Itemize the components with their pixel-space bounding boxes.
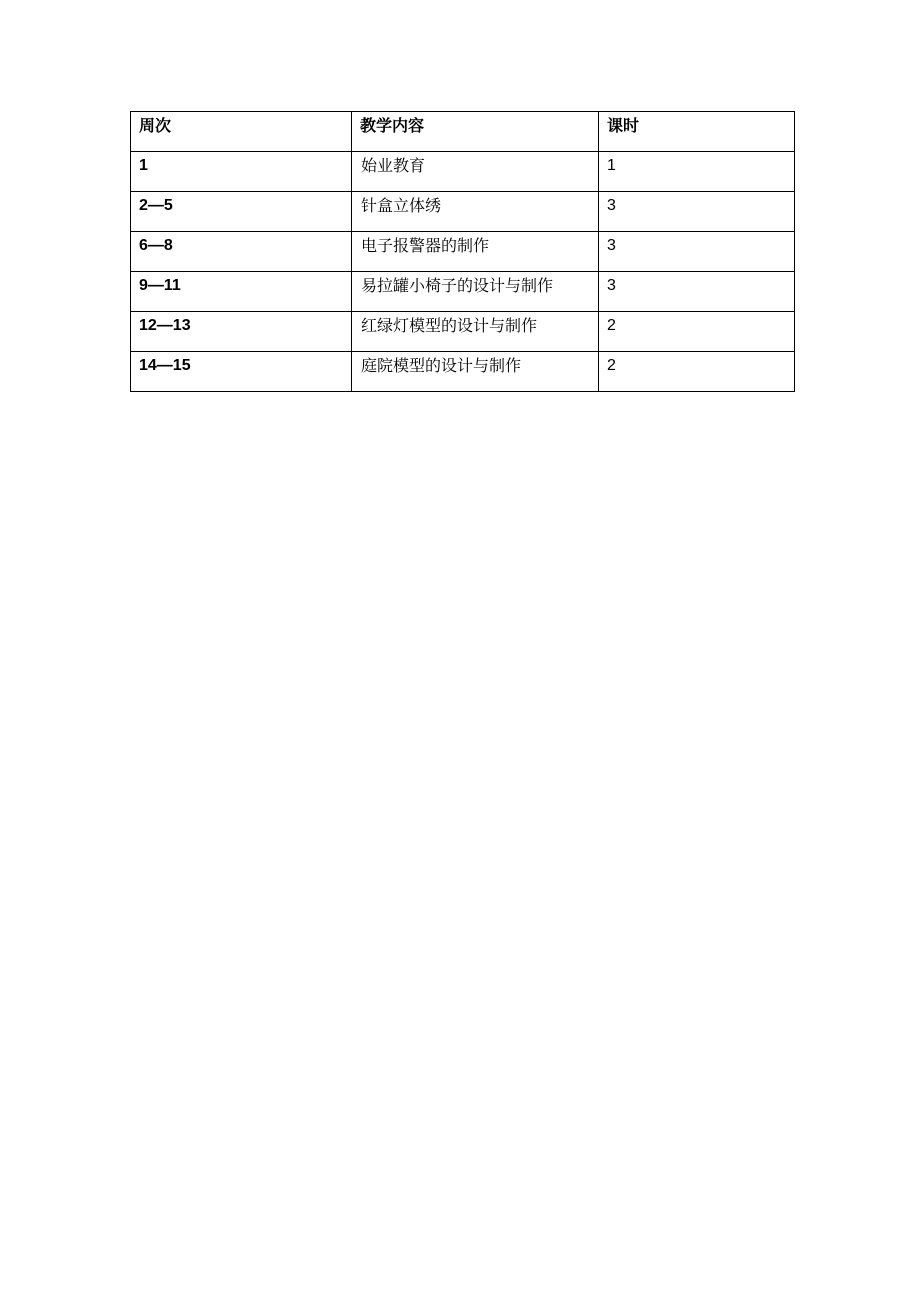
table-row — [131, 352, 795, 392]
cell-hours: 2 — [599, 312, 795, 352]
cell-week: 12—13 — [131, 312, 352, 352]
cell-content: 易拉罐小椅子的设计与制作 — [352, 272, 599, 312]
cell-hours: 3 — [599, 192, 795, 232]
cell-content: 针盒立体绣 — [352, 192, 599, 232]
table-row — [131, 152, 795, 192]
cell-week: 14—15 — [131, 352, 352, 392]
cell-hours: 3 — [599, 272, 795, 312]
cell-hours: 2 — [599, 352, 795, 392]
cell-hours: 3 — [599, 232, 795, 272]
header-week: 周次 — [131, 112, 352, 152]
cell-week: 1 — [131, 152, 352, 192]
cell-content: 电子报警器的制作 — [352, 232, 599, 272]
table-row — [131, 192, 795, 232]
cell-content: 始业教育 — [352, 152, 599, 192]
table-row — [131, 232, 795, 272]
cell-week: 2—5 — [131, 192, 352, 232]
cell-week: 6—8 — [131, 232, 352, 272]
header-hours: 课时 — [599, 112, 795, 152]
cell-content: 红绿灯模型的设计与制作 — [352, 312, 599, 352]
table-row — [131, 272, 795, 312]
cell-week: 9—11 — [131, 272, 352, 312]
cell-content: 庭院模型的设计与制作 — [352, 352, 599, 392]
cell-hours: 1 — [599, 152, 795, 192]
table-row — [131, 312, 795, 352]
schedule-table — [130, 111, 795, 392]
header-content: 教学内容 — [352, 112, 599, 152]
table-header-row — [131, 112, 795, 152]
